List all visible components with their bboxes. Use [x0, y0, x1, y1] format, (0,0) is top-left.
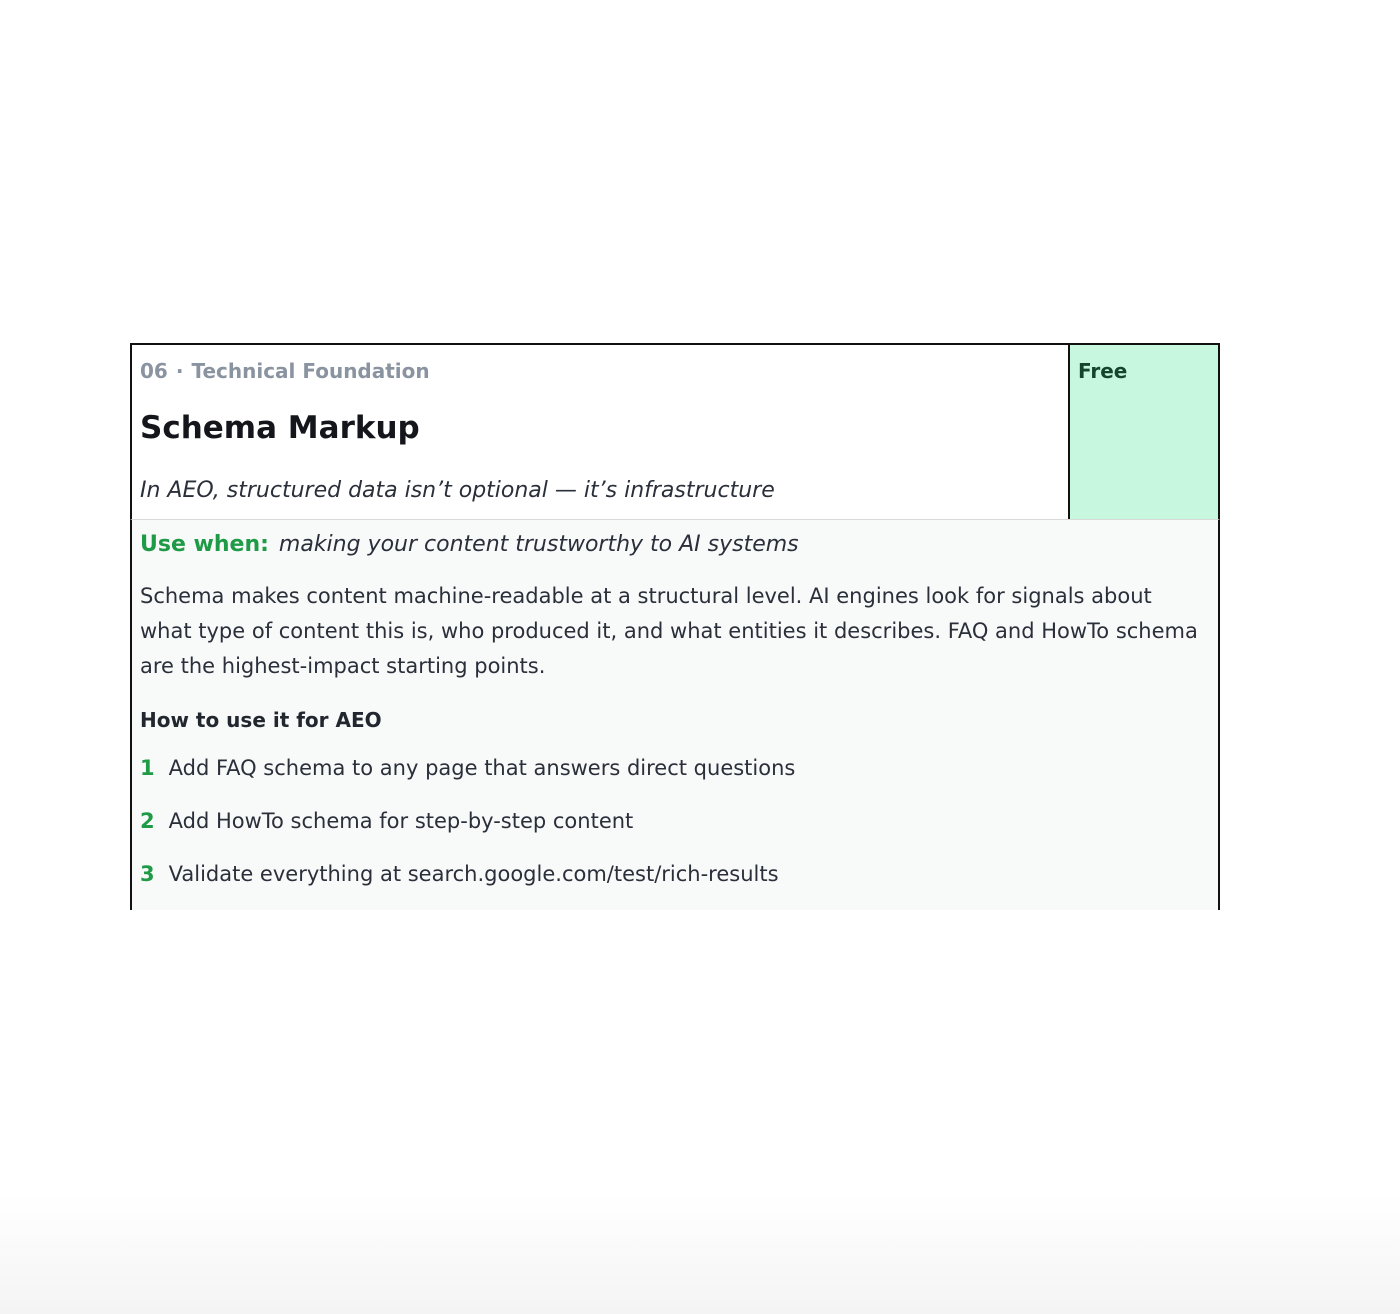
price-badge [1068, 345, 1218, 519]
step-item [140, 809, 1210, 838]
bottom-fade [0, 1194, 1400, 1314]
how-to-heading: How to use it for AEO [140, 708, 382, 732]
step-number: 3 [140, 862, 155, 886]
use-when [140, 532, 1210, 557]
card-number: 06 [140, 359, 168, 383]
step-text: Validate everything at search.google.com/test/rich-results [168, 862, 779, 886]
card-title: Schema Markup [140, 410, 420, 446]
step-text: Add HowTo schema for step-by-step content [168, 809, 634, 833]
eyebrow-separator: · [175, 359, 184, 383]
step-number: 1 [140, 756, 155, 780]
card-header-main [132, 345, 1068, 519]
card-eyebrow [140, 359, 430, 383]
card-header [130, 343, 1220, 520]
card-body [130, 520, 1220, 910]
use-when-label: Use when: [140, 532, 269, 557]
step-item [140, 862, 1210, 891]
price-label: Free [1078, 359, 1128, 383]
step-number: 2 [140, 809, 155, 833]
step-item [140, 756, 1210, 785]
card-tagline: In AEO, structured data isn’t optional — it’s infrastructure [140, 478, 775, 503]
steps-list [140, 756, 1210, 891]
card-category: Technical Foundation [191, 359, 430, 383]
step-text: Add FAQ schema to any page that answers direct questions [168, 756, 796, 780]
use-when-value: making your content trustworthy to AI systems [278, 532, 799, 557]
tactic-card [130, 343, 1220, 910]
card-description: Schema makes content machine-readable at a structural level. AI engines look for signals about what type of content this is, who produced it, and what entities it describes. FAQ and HowTo schema are the highest-impact starting points. [140, 584, 1198, 678]
